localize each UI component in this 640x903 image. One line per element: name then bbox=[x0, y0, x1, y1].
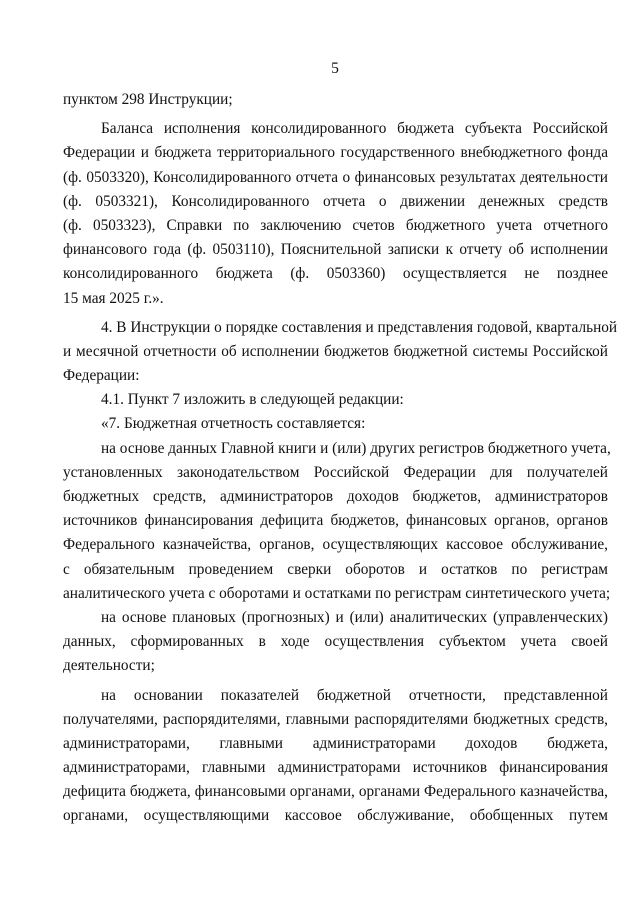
text-line: дефицита бюджета, финансовыми органами, органами Федерального казначейства, bbox=[63, 783, 608, 801]
text-line: на основании показателей бюджетной отчетности, представленной bbox=[101, 686, 608, 704]
text-line: администраторами, главными администраторами источников финансирования bbox=[63, 759, 608, 777]
text-line: получателями, распорядителями, главными распорядителями бюджетных средств, bbox=[63, 710, 608, 728]
text-line: установленных законодательством Российской Федерации для получателей bbox=[63, 463, 608, 481]
text-line: (ф. 0503321), Консолидированного отчета о движении денежных средств bbox=[63, 192, 608, 210]
text-line: и месячной отчетности об исполнении бюджетов бюджетной системы Российской bbox=[63, 342, 608, 360]
text-line: данных, сформированных в ходе осуществления субъектом учета своей bbox=[63, 633, 608, 651]
text-line: деятельности; bbox=[63, 657, 155, 675]
text-line: на основе плановых (прогнозных) и (или) аналитических (управленческих) bbox=[101, 608, 608, 626]
text-line: (ф. 0503323), Справки по заключению счетов бюджетного учета отчетного bbox=[63, 216, 608, 234]
text-line: 15 мая 2025 г.». bbox=[63, 289, 164, 307]
text-line: «7. Бюджетная отчетность составляется: bbox=[101, 415, 366, 433]
text-line: аналитического учета с оборотами и остатками по регистрам синтетического учета; bbox=[63, 584, 611, 602]
text-line: консолидированного бюджета (ф. 0503360) осуществляется не позднее bbox=[63, 265, 608, 283]
text-line: с обязательным проведением сверки оборотов и остатков по регистрам bbox=[63, 560, 608, 578]
text-line: (ф. 0503320), Консолидированного отчета о финансовых результатах деятельности bbox=[63, 168, 608, 186]
text-line: Федерации: bbox=[63, 367, 140, 385]
text-line: бюджетных средств, администраторов доходов бюджетов, администраторов bbox=[63, 488, 608, 505]
document-body bbox=[63, 88, 618, 829]
text-line: пунктом 298 Инструкции; bbox=[63, 91, 233, 108]
text-line: финансового года (ф. 0503110), Пояснительной записки к отчету об исполнении bbox=[63, 241, 608, 259]
text-line: на основе данных Главной книги и (или) других регистров бюджетного учета, bbox=[101, 439, 611, 457]
text-line: источников финансирования дефицита бюджетов, финансовых органов, органов bbox=[63, 512, 608, 530]
text-line: Федерации и бюджета территориального государственного внебюджетного фонда bbox=[63, 144, 608, 162]
text-line: Федерального казначейства, органов, осуществляющих кассовое обслуживание, bbox=[63, 536, 608, 554]
page-number: 5 bbox=[331, 60, 339, 77]
text-line: органами, осуществляющими кассовое обслуживание, обобщенных путем bbox=[63, 807, 608, 825]
text-line: администраторами, главными администраторами доходов бюджета, bbox=[63, 734, 608, 752]
text-line: 4. В Инструкции о порядке составления и представления годовой, квартальной bbox=[101, 318, 618, 336]
text-line: Баланса исполнения консолидированного бюджета субъекта Российской bbox=[101, 120, 608, 138]
text-line: 4.1. Пункт 7 изложить в следующей редакции: bbox=[101, 391, 404, 409]
